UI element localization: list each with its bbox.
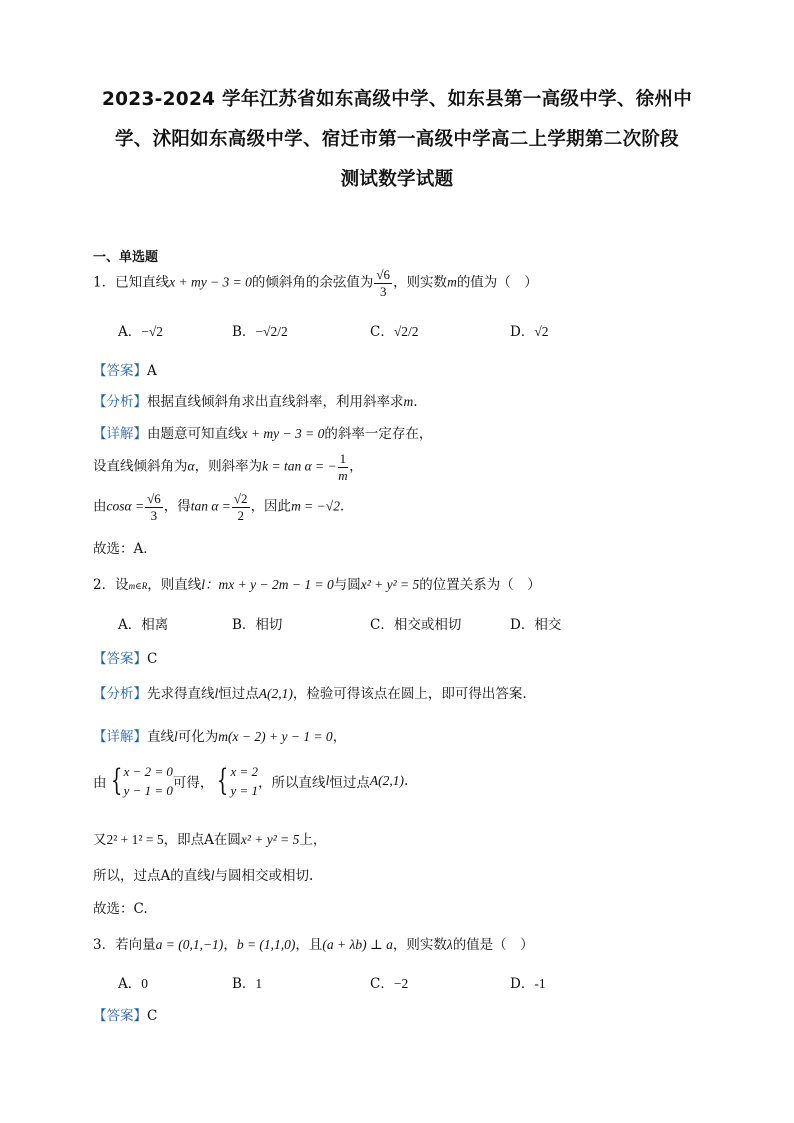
- title-line-3: 测试数学试题: [340, 169, 454, 190]
- equation-system-2: x = 2 y = 1: [230, 764, 259, 798]
- q2-detail-3: 又2² + 1² = 5，即点A在圆x² + y² = 5上，: [93, 832, 327, 848]
- q2-system: 由 { x − 2 = 0 y − 1 = 0 可得， { x = 2 y = 1 ，所以直线l恒过点A(2,1).: [93, 763, 409, 798]
- q1-option-a: A．−√2: [118, 324, 164, 340]
- q1-option-c: C．√2/2: [370, 324, 419, 340]
- q2-option-b: B．相切: [232, 617, 283, 633]
- title-line-1: 2023-2024 学年江苏省如东高级中学、如东县第一高级中学、徐州中: [101, 89, 693, 110]
- q1-analysis: 【分析】根据直线倾斜角求出直线斜率，利用斜率求m.: [93, 394, 418, 410]
- title-line-2: 学、沭阳如东高级中学、宿迁市第一高级中学高二上学期第二次阶段: [114, 129, 679, 150]
- fraction: $\frac{√6}{3}$: [376, 267, 391, 299]
- equation-system-1: x − 2 = 0 y − 1 = 0: [123, 764, 173, 798]
- q2-option-a: A．相离: [118, 617, 169, 633]
- q1-choose: 故选：A．: [93, 541, 157, 557]
- q3-option-a: A．0: [118, 976, 148, 992]
- q1-detail-1: 【详解】由题意可知直线x + my − 3 = 0的斜率一定存在，: [93, 426, 433, 442]
- q1-answer: 【答案】A: [93, 363, 157, 379]
- answer-tag: 【答案】: [93, 651, 147, 667]
- q2-answer: 【答案】C: [93, 651, 158, 667]
- question-2-stem: 2．设m∈R，则直线l：mx + y − 2m − 1 = 0与圆x² + y² = 5的位置关系为（ ）: [93, 577, 541, 593]
- equation: x + my − 3 = 0: [169, 274, 252, 290]
- section-heading: 一、单选题: [93, 250, 159, 265]
- question-3-stem: 3．若向量a = (0,1,−1)，b = (1,1,0)，且(a + λb) ⊥ a，则实数λ的值是（ ）: [93, 937, 534, 953]
- detail-tag: 【详解】: [93, 426, 147, 442]
- q1-detail-2: 设直线倾斜角为α，则斜率为k = tan α = − $\frac{1}{m}$ ，: [93, 451, 363, 483]
- q2-analysis: 【分析】先求得直线l恒过点A(2,1)，检验可得该点在圆上，即可得出答案.: [93, 686, 527, 702]
- q3-answer: 【答案】C: [93, 1008, 158, 1024]
- brace-icon: {: [110, 763, 122, 798]
- answer-tag: 【答案】: [93, 1008, 147, 1024]
- brace-icon: {: [217, 763, 229, 798]
- q2-detail-4: 所以，过点A的直线l与圆相交或相切.: [93, 868, 314, 884]
- q1-option-d: D．√2: [510, 324, 549, 340]
- q3-option-c: C．−2: [370, 976, 409, 992]
- q3-option-b: B．1: [232, 976, 263, 992]
- answer-tag: 【答案】: [93, 363, 147, 379]
- q2-option-c: C．相交或相切: [370, 617, 462, 633]
- sqrt2: √2: [233, 491, 248, 506]
- fraction: $\frac{√6}{3}$: [147, 491, 161, 523]
- q1-detail-3: 由cosα = $\frac{√6}{3}$ ，得tan α = $\frac{√2}{2}$ ，因此m = −√2．: [93, 491, 354, 523]
- q2-choose: 故选：C.: [93, 901, 148, 917]
- analysis-tag: 【分析】: [93, 686, 147, 702]
- question-1-stem: 1．已知直线x + my − 3 = 0的倾斜角的余弦值为 $\frac{√6}{3}$ ，则实数m的值为（ ）: [93, 267, 538, 299]
- q3-option-d: D．-1: [510, 976, 546, 992]
- analysis-tag: 【分析】: [93, 394, 147, 410]
- q1-option-b: B．−√2/2: [232, 324, 288, 340]
- fraction: $\frac{√2}{2}$: [233, 491, 248, 523]
- document-title: [80, 80, 714, 200]
- fraction: $\frac{1}{m}$: [338, 451, 348, 483]
- q2-detail-1: 【详解】直线l可化为m(x − 2) + y − 1 = 0，: [93, 729, 347, 745]
- detail-tag: 【详解】: [93, 729, 147, 745]
- q2-option-d: D．相交: [510, 617, 562, 633]
